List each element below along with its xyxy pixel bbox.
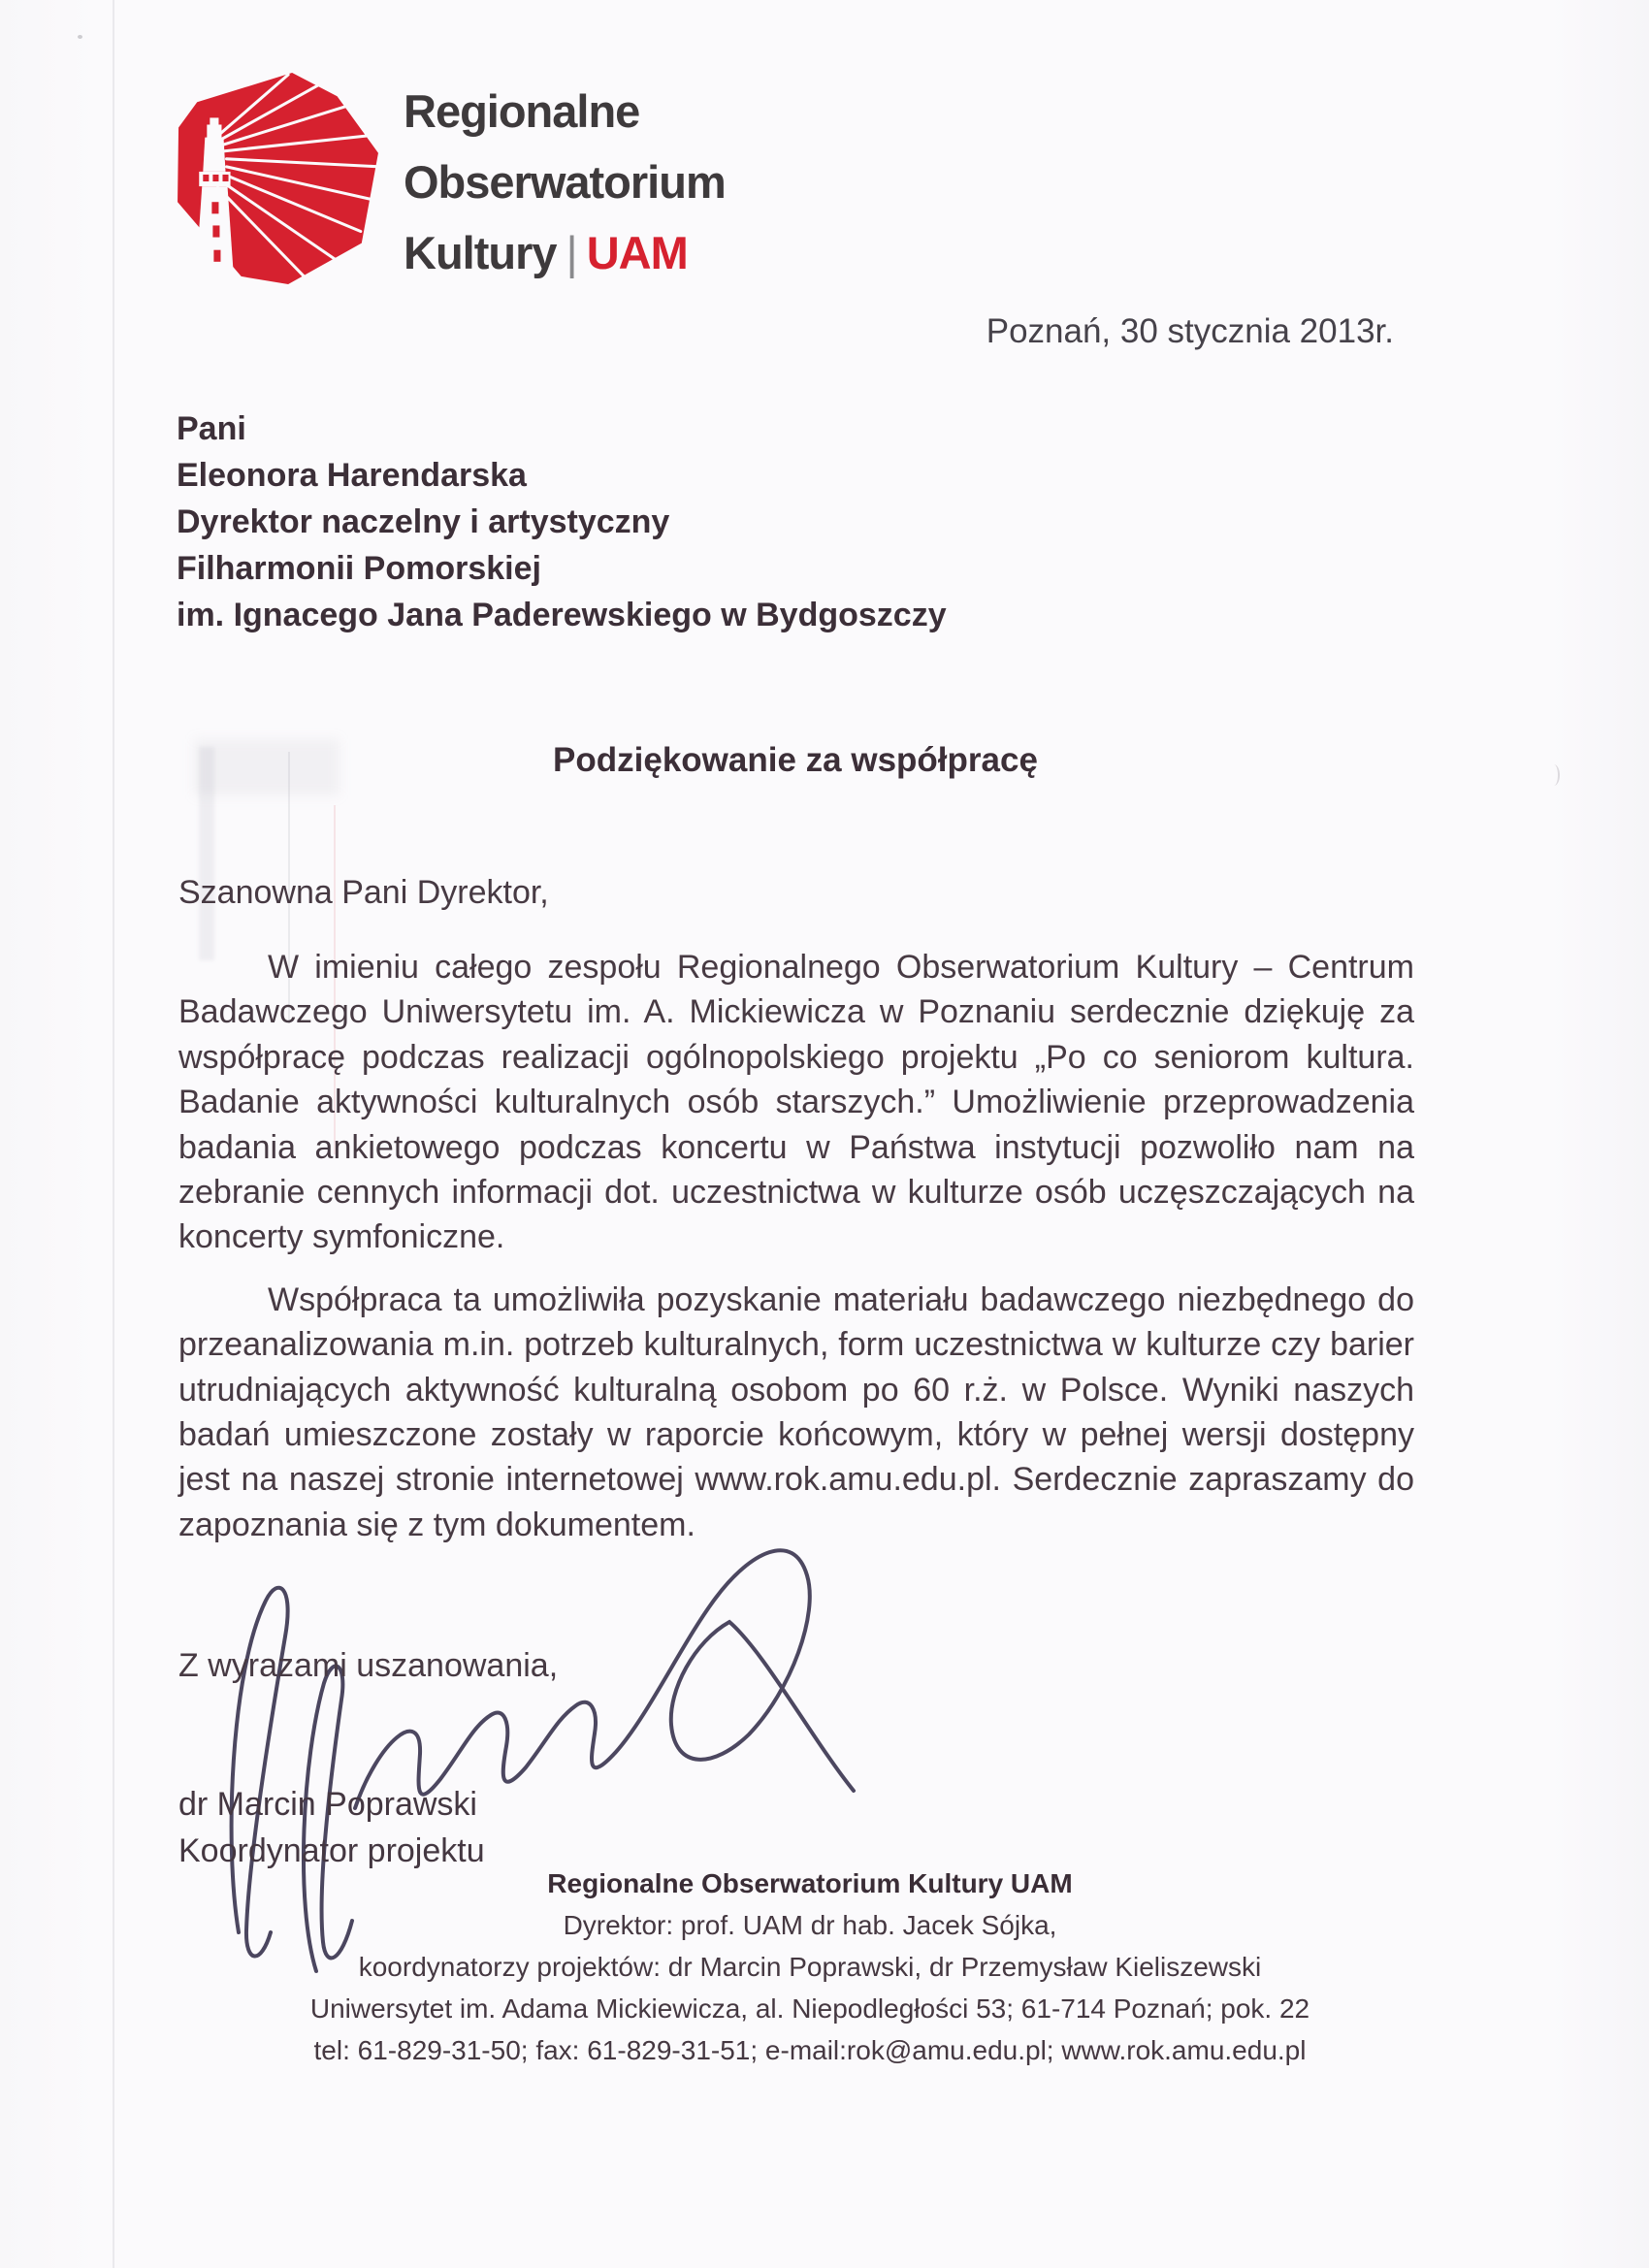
recipient-line: Dyrektor naczelny i artystyczny bbox=[177, 503, 670, 540]
recipient-line: Filharmonii Pomorskiej bbox=[177, 550, 541, 587]
letterhead-wordmark bbox=[404, 76, 726, 288]
recipient-line: im. Ignacego Jana Paderewskiego w Bydgoszczy bbox=[177, 597, 947, 633]
wordmark-kultury: Kultury bbox=[404, 227, 557, 278]
footer-address: Uniwersytet im. Adama Mickiewicza, al. Niepodległości 53; 61-714 Poznań; pok. 22 bbox=[309, 1993, 1310, 2024]
recipient-line: Eleonora Harendarska bbox=[177, 457, 527, 494]
salutation: Szanowna Pani Dyrektor, bbox=[178, 874, 549, 911]
body-paragraph-1: W imieniu całego zespołu Regionalnego Obserwatorium Kultury – Centrum Badawczego Uniwersytetu im. A. Mickiewicza w Poznaniu serdecznie dziękuję za współpracę podczas realizacji ogólnopolskiego projektu „Po co seniorom kultura. Badanie aktywności kulturalnych osób starszych.” Umożliwienie przeprowadzenia badania ankietowego podczas koncertu w Państwa instytucji pozwoliło nam na zebranie cennych informacji dot. uczestnictwa w kulturze osób uczęszczających na koncerty symfoniczne. bbox=[178, 949, 1414, 1256]
closing-phrase: Z wyrazami uszanowania, bbox=[178, 1647, 559, 1684]
wordmark-uam: UAM bbox=[586, 227, 688, 278]
wordmark-line2: Obserwatorium bbox=[404, 156, 726, 208]
scan-line-artifact bbox=[113, 0, 114, 2268]
wordmark-separator: | bbox=[566, 227, 577, 278]
footer-director: Dyrektor: prof. UAM dr hab. Jacek Sójka, bbox=[563, 1910, 1057, 1940]
recipient-block bbox=[177, 405, 947, 638]
wordmark-line1: Regionalne bbox=[404, 85, 640, 137]
lighthouse-fan-icon bbox=[173, 70, 382, 287]
letter-title: Podziękowanie za współpracę bbox=[553, 741, 1038, 779]
footer-contact: tel: 61-829-31-50; fax: 61-829-31-51; e-mail:rok@amu.edu.pl; www.rok.amu.edu.pl bbox=[313, 2035, 1307, 2065]
body-paragraph-2: Współpraca ta umożliwiła pozyskanie materiału badawczego niezbędnego do przeanalizowania m.in. potrzeb kulturalnych, form uczestnictwa w kulturze czy barier utrudniających aktywność kulturalną osobom po 60 r.ż. w Polsce. Wyniki naszych badań umieszczone zostały w raporcie końcowym, który w pełnej wersji dostępny jest na naszej stronie internetowej www.rok.amu.edu.pl. Serdecznie zapraszamy do zapoznania się z tym dokumentem. bbox=[178, 1280, 1414, 1543]
signer-name: dr Marcin Poprawski bbox=[178, 1786, 477, 1823]
signer-block bbox=[178, 1781, 485, 1874]
footer-org-name: Regionalne Obserwatorium Kultury UAM bbox=[547, 1868, 1073, 1898]
signer-title: Koordynator projektu bbox=[178, 1832, 485, 1869]
footer-contact-block bbox=[194, 1863, 1426, 2071]
wordmark-line3 bbox=[404, 217, 726, 288]
date-line: Poznań, 30 stycznia 2013r. bbox=[986, 312, 1394, 350]
letter-body bbox=[178, 945, 1414, 1547]
scan-speck bbox=[1548, 764, 1560, 786]
letterhead-logo bbox=[173, 70, 726, 288]
recipient-line: Pani bbox=[177, 410, 246, 447]
scan-speck bbox=[78, 35, 82, 39]
footer-coordinators: koordynatorzy projektów: dr Marcin Poprawski, dr Przemysław Kieliszewski bbox=[358, 1952, 1262, 1982]
